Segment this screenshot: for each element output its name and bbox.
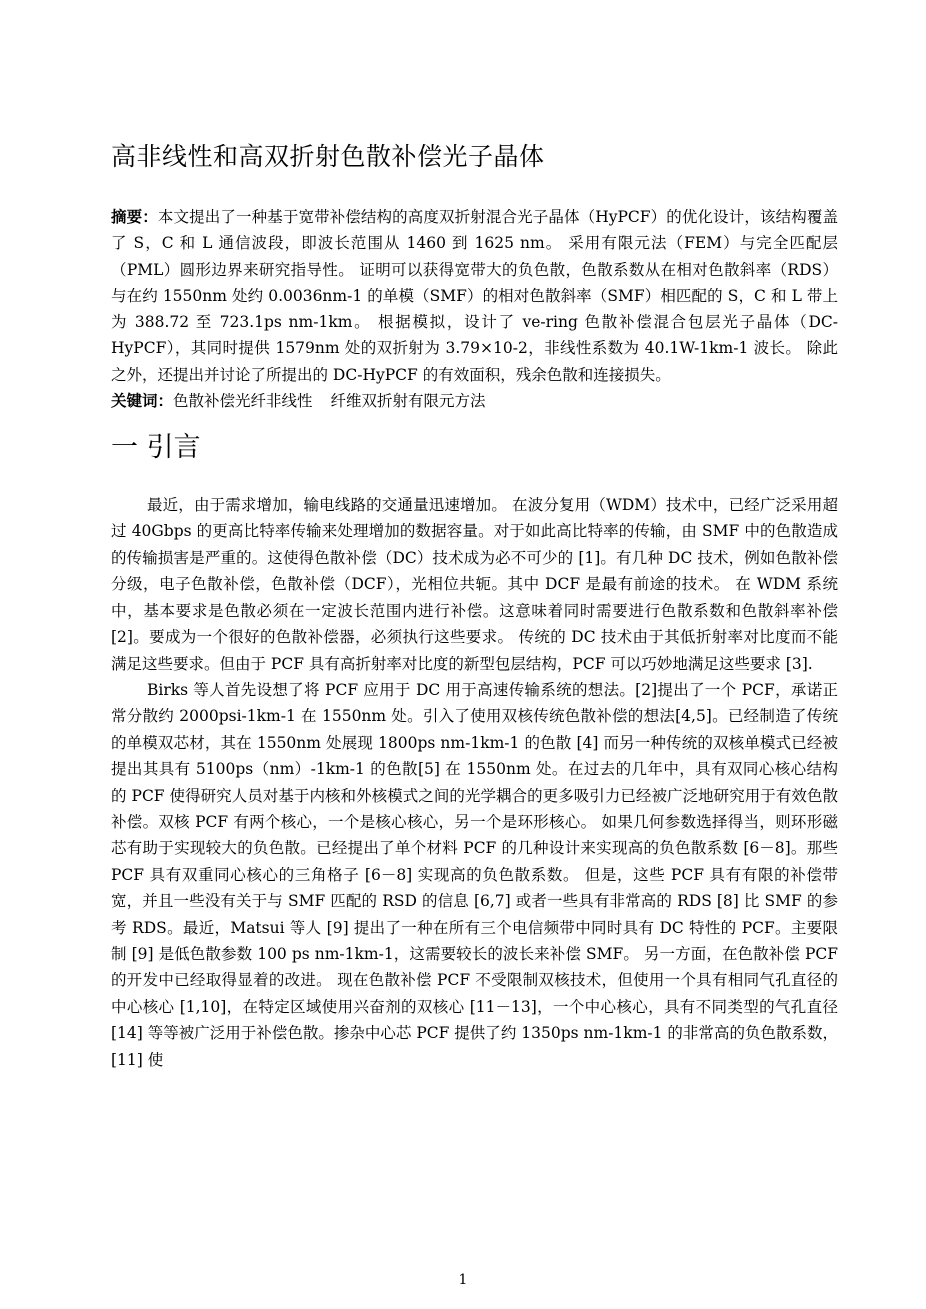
abstract-label: 摘要 — [111, 208, 143, 226]
paper-title: 高非线性和高双折射色散补偿光子晶体 — [111, 142, 545, 171]
keywords-colon: ： — [157, 392, 174, 411]
body-paragraph: Birks 等人首先设想了将 PCF 应用于 DC 用于高速传输系统的想法。[2]提出了一个 PCF，承诺正常分散约 2000psi-1km-1 在 1550nm 处。引入了使用双核传统色散补偿的想法[4,5]。已经制造了传统的单模双芯材，其在 1550nm 处展现 1800ps nm-1km-1 的色散 [4] 而另一种传统的双核单模式已经被提出其具有 5100ps（nm）-1km-1 的色散[5] 在 1550nm 处。在过去的几年中，具有双同心核心结构的 PCF 使得研究人员对基于内核和外核模式之间的光学耦合的更多吸引力已经被广泛地研究用于有效色散补偿。双核 PCF 有两个核心，一个是核心核心，另一个是环形核心。 如果几何参数选择得当，则环形磁芯有助于实现较大的负色散。已经提出了单个材料 PCF 的几种设计来实现高的负色散系数 [6－8]。那些 PCF 具有双重同心核心的三角格子 [6－8] 实现高的负色散系数。 但是，这些 PCF 具有有限的补偿带宽，并且一些没有关于与 SMF 匹配的 RSD 的信息 [6,7] 或者一些具有非常高的 RDS [8] 比 SMF 的参考 RDS。最近，Matsui 等人 [9] 提出了一种在所有三个电信频带中同时具有 DC 特性的 PCF。主要限制 [9] 是低色散参数 100 ps nm-1km-1，这需要较长的波长来补偿 SMF。 另一方面，在色散补偿 PCF 的开发中已经取得显着的改进。 现在色散补偿 PCF 不受限制双核技术，但使用一个具有相同气孔直径的中心核心 [1,10]，在特定区域使用兴奋剂的双核心 [11－13]，一个中心核心，具有不同类型的气孔直径[14] 等等被广泛用于补偿色散。掺杂中心芯 PCF 提供了约 1350ps nm-1km-1 的非常高的负色散系数，[11] 使 — [111, 680, 838, 1069]
keyword-item: 色散补偿光纤非线性 — [173, 392, 313, 411]
keyword-item: 纤维双折射有限元方法 — [330, 392, 486, 411]
abstract-text: 本文提出了一种基于宽带补偿结构的高度双折射混合光子晶体（HyPCF）的优化设计，该结构覆盖了 S，C 和 L 通信波段，即波长范围从 1460 到 1625 nm。 采用有限元法（FEM）与完全匹配层（PML）圆形边界来研究指导性。 证明可以获得宽带大的负色散，色散系数从在相对色散斜率（RDS）与在约 1550nm 处约 0.0036nm-1 的单模（SMF）的相对色散斜率（SMF）相匹配的 S，C 和 L 带上为 388.72 至 723.1ps nm-1km。 根据模拟，设计了 ve-ring 色散补偿混合包层光子晶体（DC-HyPCF），其同时提供 1579nm 处的双折射为 3.79×10-2，非线性系数为 40.1W-1km-1 波长。 除此之外，还提出并讨论了所提出的 DC-HyPCF 的有效面积，残余色散和连接损失。 — [111, 208, 838, 384]
document-page — [111, 140, 838, 1073]
page-number: 1 — [458, 1272, 468, 1288]
abstract-colon: ： — [142, 208, 158, 226]
body-paragraph: 最近，由于需求增加，输电线路的交通量迅速增加。 在波分复用（WDM）技术中，已经广泛采用超过 40Gbps 的更高比特率传输来处理增加的数据容量。对于如此高比特率的传输，由 SMF 中的色散造成的传输损害是严重的。这使得色散补偿（DC）技术成为必不可少的 [1]。有几种 DC 技术，例如色散补偿分级，电子色散补偿，色散补偿（DCF），光相位共轭。其中 DCF 是最有前途的技术。 在 WDM 系统中，基本要求是色散必须在一定波长范围内进行补偿。这意味着同时需要进行色散系数和色散斜率补偿 [2]。要成为一个很好的色散补偿器，必须执行这些要求。 传统的 DC 技术由于其低折射率对比度而不能满足这些要求。但由于 PCF 具有高折射率对比度的新型包层结构，PCF 可以巧妙地满足这些要求 [3]. — [111, 496, 838, 673]
section-heading-introduction: 一 引言 — [111, 432, 201, 464]
keywords-label: 关键词 — [111, 392, 158, 411]
keywords — [111, 388, 838, 414]
abstract — [111, 204, 838, 388]
